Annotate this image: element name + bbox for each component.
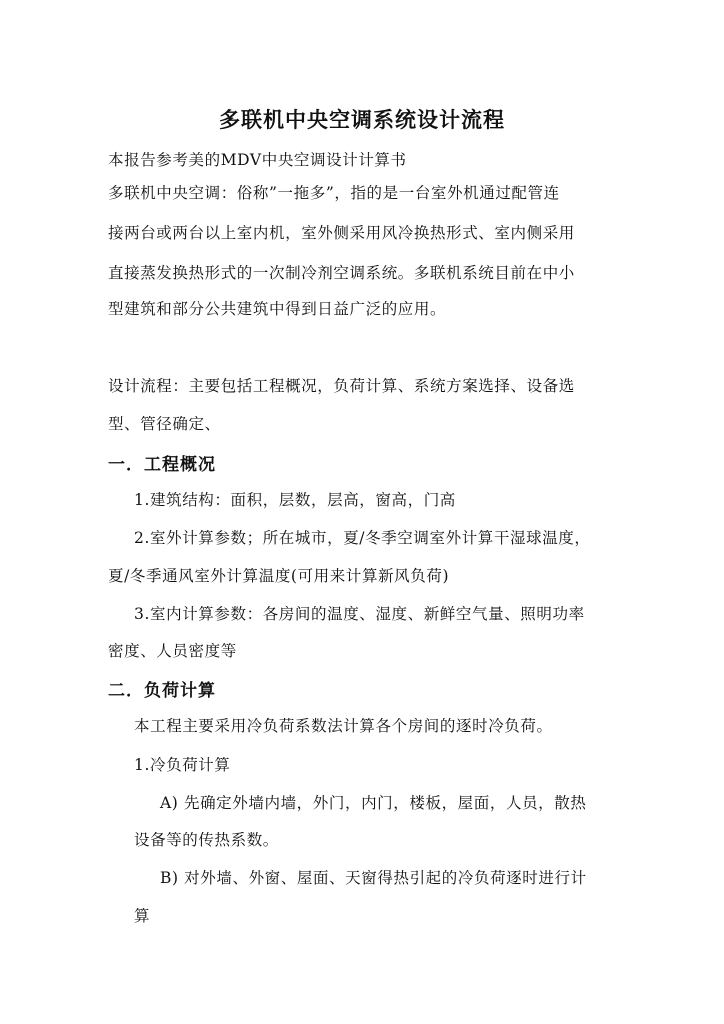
load-item-line: 设备等的传热系数。 <box>134 831 279 849</box>
section-heading-load: 二．负荷计算 <box>108 681 216 701</box>
definition-line: 多联机中央空调：俗称”一拖多”，指的是一台室外机通过配管连 <box>108 184 560 202</box>
overview-item-line: 3.室内计算参数：各房间的温度、湿度、新鲜空气量、照明功率 <box>134 605 585 623</box>
load-item-line: B) 对外墙、外窗、屋面、天窗得热引起的冷负荷逐时进行计 <box>160 869 587 887</box>
definition-line: 接两台或两台以上室内机，室外侧采用风冷换热形式、室内侧采用 <box>108 224 575 242</box>
process-line: 设计流程：主要包括工程概况，负荷计算、系统方案选择、设备选 <box>108 377 575 395</box>
overview-item-line: 夏/冬季通风室外计算温度(可用来计算新风负荷) <box>108 567 450 585</box>
section-heading-overview: 一．工程概况 <box>108 455 216 475</box>
overview-item-line: 1.建筑结构：面积，层数，层高，窗高，门高 <box>134 491 456 509</box>
overview-item-line: 密度、人员密度等 <box>108 642 237 660</box>
overview-item-line: 2.室外计算参数；所在城市，夏/冬季空调室外计算干湿球温度， <box>134 529 591 547</box>
definition-line: 直接蒸发换热形式的一次制冷剂空调系统。多联机系统目前在中小 <box>108 264 575 282</box>
definition-line: 型建筑和部分公共建筑中得到日益广泛的应用。 <box>108 300 447 318</box>
process-line: 型、管径确定、 <box>108 415 221 433</box>
load-item-line: A) 先确定外墙内墙，外门，内门，楼板，屋面，人员，散热 <box>160 794 587 812</box>
reference-line: 本报告参考美的MDV中央空调设计计算书 <box>108 151 407 169</box>
load-item-line: 算 <box>134 907 151 925</box>
load-intro-line: 本工程主要采用冷负荷系数法计算各个房间的逐时冷负荷。 <box>134 717 553 735</box>
document-title: 多联机中央空调系统设计流程 <box>219 108 505 132</box>
load-subheading: 1.冷负荷计算 <box>134 756 231 774</box>
